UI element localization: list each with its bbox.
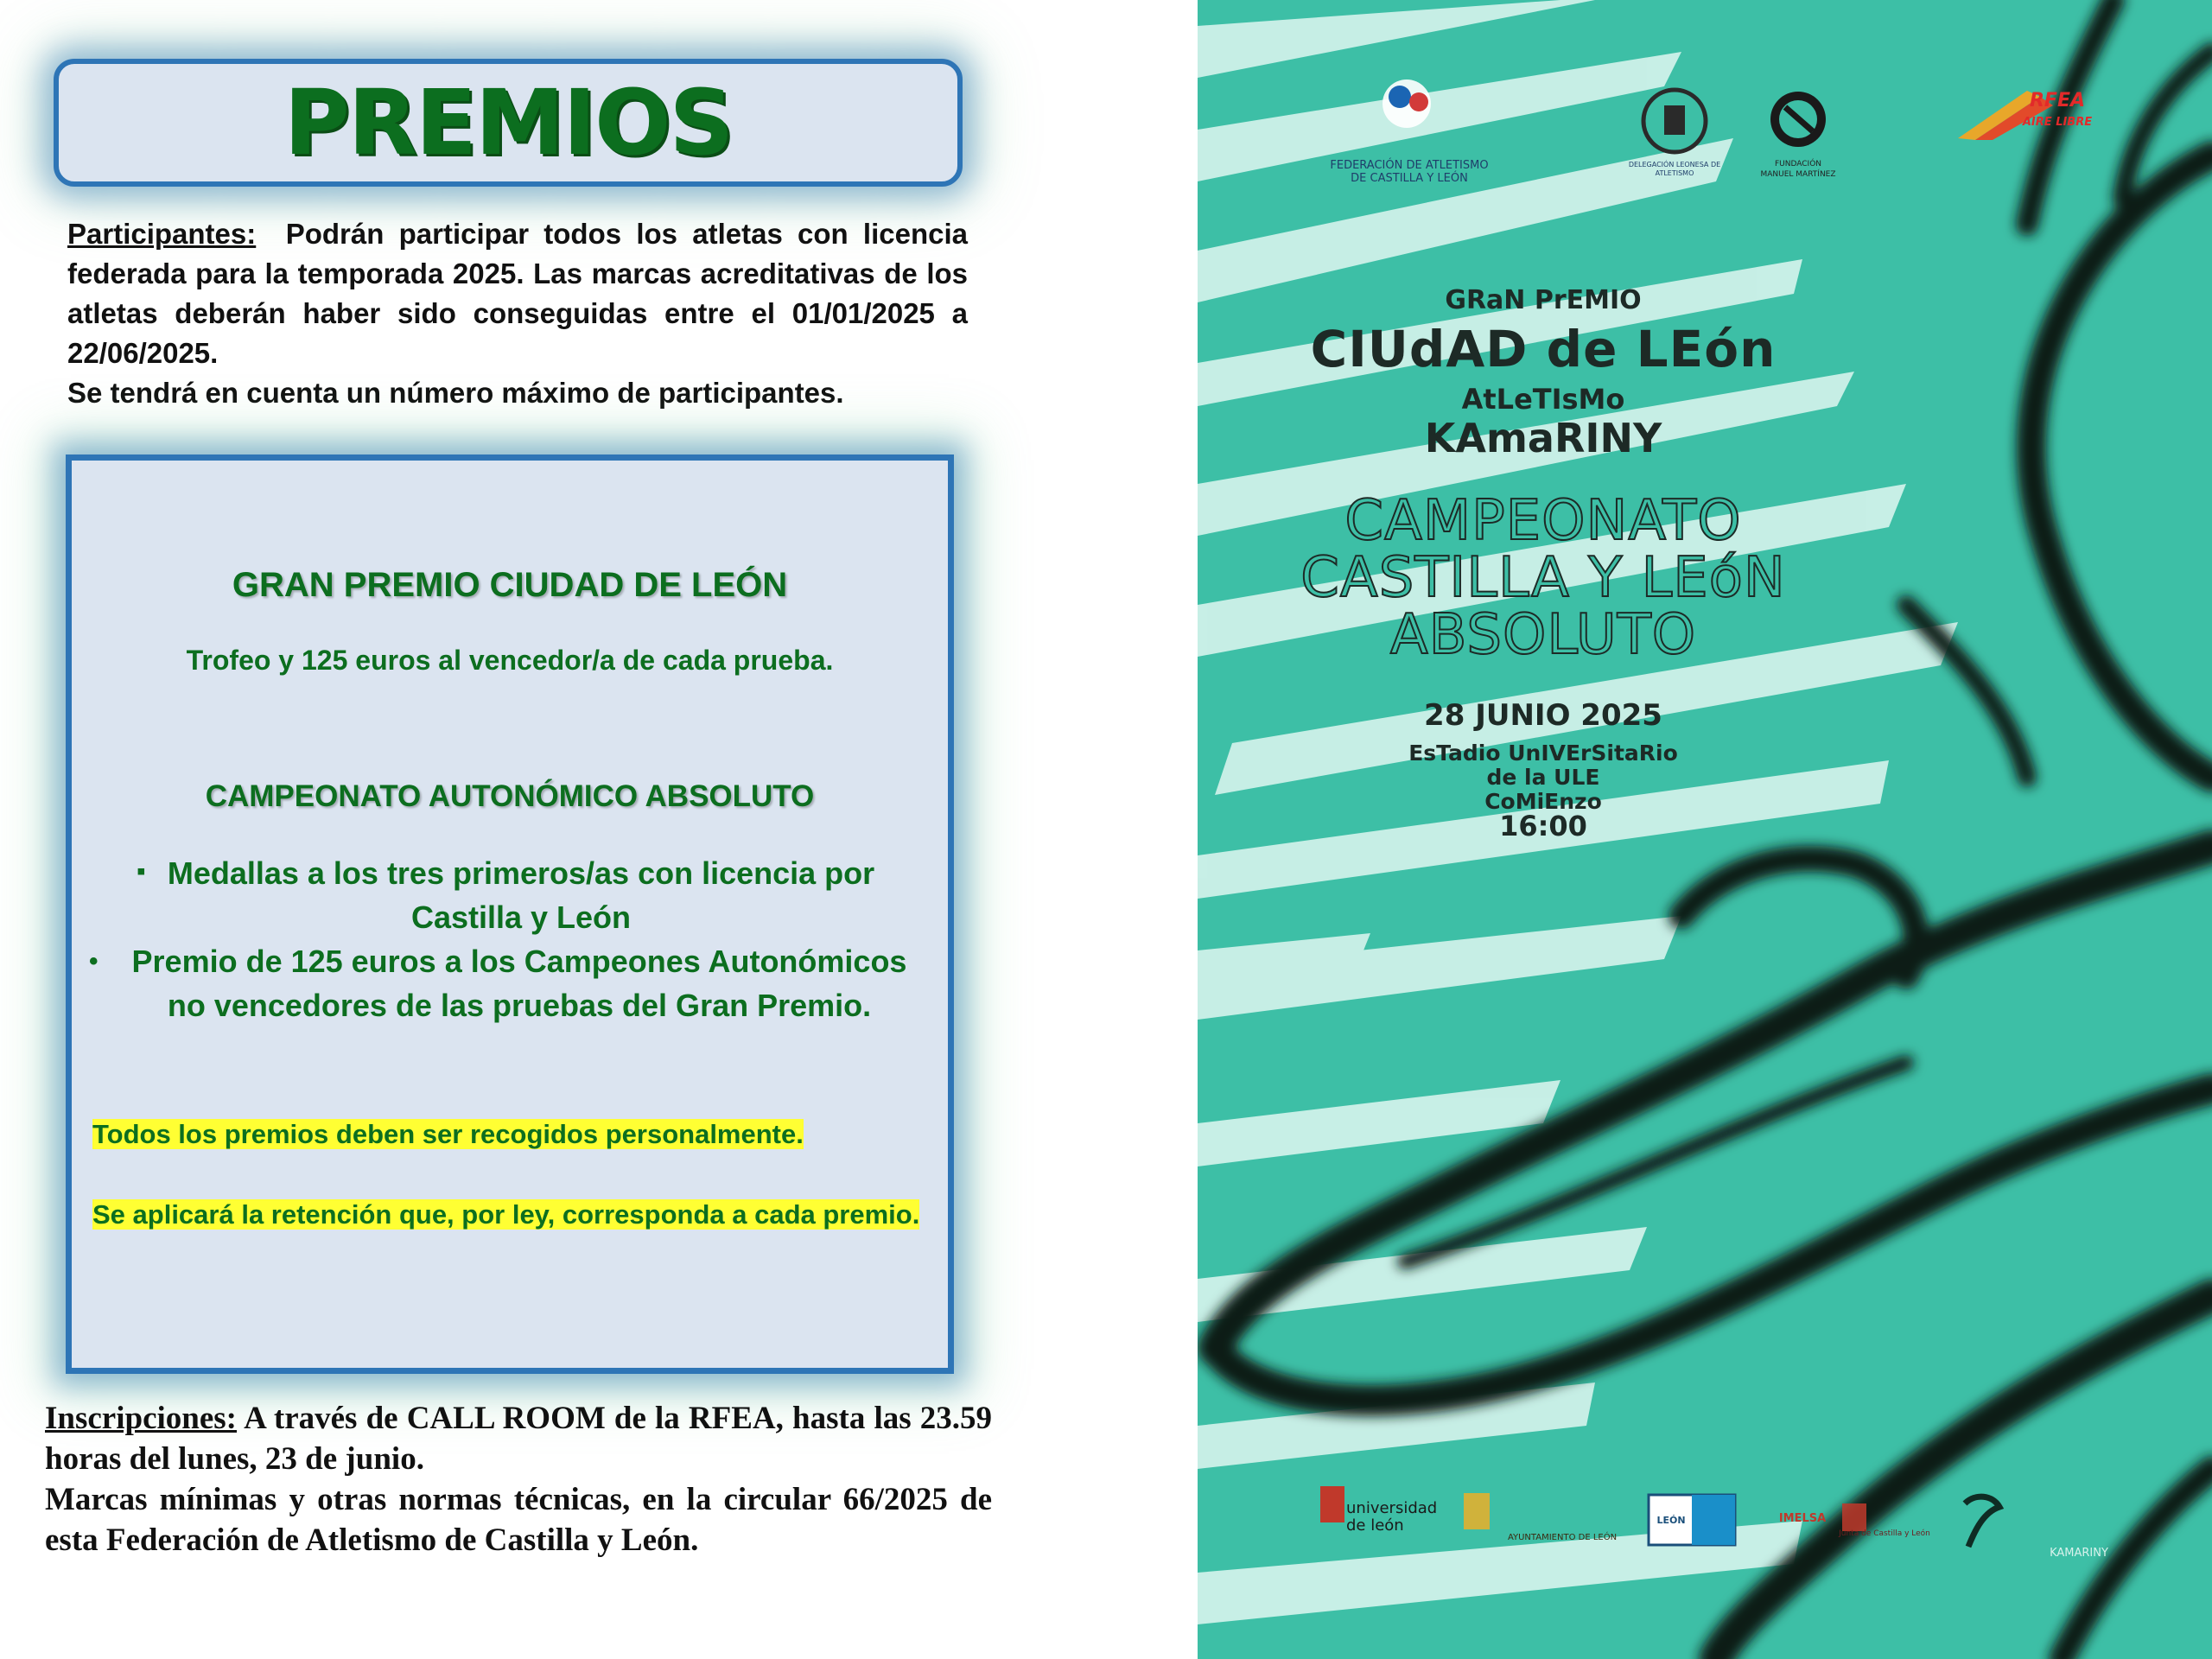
sponsor-junta: Junta de Castilla y León	[1839, 1529, 1930, 1538]
inscripciones-text-2: Marcas mínimas y otras normas técnicas, en la circular 66/2025 de esta Federación de Atletismo de Castilla y León.	[45, 1482, 992, 1558]
event-venue: EsTadio UnIVErSitaRio de la ULE CoMiEnzo 16:00	[1408, 741, 1678, 842]
sponsor-kamariny: KAMARINY	[2050, 1547, 2108, 1560]
rfea-logo-caption: RFEA AIRE LIBRE	[2022, 90, 2093, 129]
participantes-text: Podrán participar todos los atletas con licencia federada para la temporada 2025. Las marcas acreditativas de los atletas deberán haber sido conseguidas entre el 01/01/2025 a 22/06/2025.	[67, 218, 969, 369]
notice-pickup: Todos los premios deben ser recogidos personalmente.	[92, 1119, 804, 1149]
round-bullet-icon: •	[89, 947, 99, 976]
sponsor-universidad: universidad de león	[1346, 1499, 1438, 1535]
participantes-label: Participantes:	[67, 218, 257, 250]
ciudad-leon-heading: CIUdAD de LEón	[1310, 320, 1777, 378]
inscripciones-section	[45, 1398, 992, 1560]
sponsor-ayuntamiento: AYUNTAMIENTO DE LEÓN	[1507, 1533, 1618, 1542]
participantes-limit: Se tendrá en cuenta un número máximo de participantes.	[67, 377, 844, 409]
prizes-box	[66, 454, 954, 1374]
participantes-section	[67, 214, 968, 413]
campeonato-heading: CAMPEONATO CASTILLA Y LEóN ABSOLUTO	[1300, 489, 1786, 667]
title-banner	[54, 59, 963, 187]
gran-premio-title: GRAN PREMIO CIUDAD DE LEÓN	[232, 566, 788, 604]
inscripciones-label: Inscripciones:	[45, 1401, 237, 1436]
federation-logo	[1382, 79, 1431, 128]
list-item: ▪ Medallas a los tres primeros/as con licencia por Castilla y León	[89, 851, 936, 939]
atletismo-heading: AtLeTIsMo	[1461, 383, 1625, 416]
sponsor-imelsa: IMELSA	[1778, 1512, 1827, 1525]
delegation-logo-caption: DELEGACIÓN LEONESA DE ATLETISMO	[1628, 161, 1721, 177]
event-poster	[1198, 0, 2212, 1659]
notice-retention: Se aplicará la retención que, por ley, corresponda a cada premio.	[92, 1199, 920, 1230]
foundation-logo	[1770, 92, 1826, 147]
event-date: 28 JUNIO 2025	[1424, 698, 1662, 733]
list-item: • Premio de 125 euros a los Campeones Autonómicos no vencedores de las pruebas del Gran Premio.	[89, 939, 936, 1027]
gran-premio-heading: GRaN PrEMIO	[1445, 285, 1642, 315]
kamariny-heading: KAmaRINY	[1424, 415, 1662, 461]
foundation-logo-caption: FUNDACIÓN MANUEL MARTÍNEZ	[1760, 160, 1836, 179]
gran-premio-text: Trofeo y 125 euros al vencedor/a de cada prueba.	[186, 645, 834, 676]
federation-logo-caption: FEDERACIÓN DE ATLETISMO DE CASTILLA Y LEÓN	[1330, 159, 1489, 185]
square-bullet-icon: ▪	[137, 857, 146, 886]
sponsor-leon: LEÓN	[1656, 1515, 1686, 1526]
page-title: PREMIOS	[283, 70, 733, 175]
campeonato-title: CAMPEONATO AUTONÓMICO ABSOLUTO	[205, 779, 815, 813]
inscripciones-text: A través de CALL ROOM de la RFEA, hasta las 23.59 horas del lunes, 23 de junio.	[45, 1401, 992, 1477]
prize-bullet-list	[89, 851, 936, 1027]
